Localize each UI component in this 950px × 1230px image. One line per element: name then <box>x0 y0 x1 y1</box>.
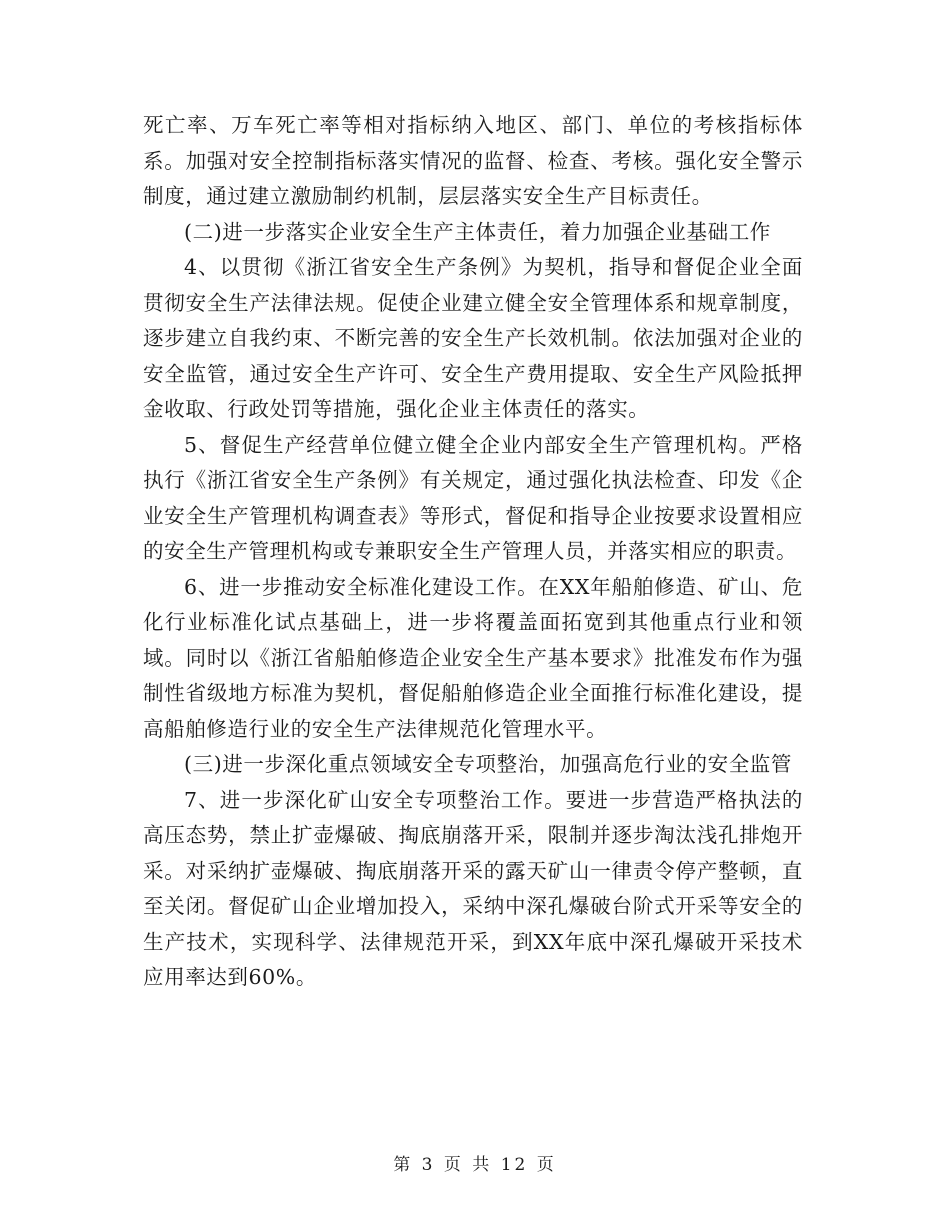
document-page <box>143 108 803 996</box>
page-number-footer: 第 3 页 共 12 页 <box>393 1155 557 1175</box>
section-heading-2: (二)进一步落实企业安全生产主体责任，着力加强企业基础工作 <box>184 219 771 244</box>
paragraph-item-4: 4、以贯彻《浙江省安全生产条例》为契机，指导和督促企业全面贯彻安全生产法律法规。促使企业建立健全安全管理体系和规章制度，逐步建立自我约束、不断完善的安全生产长效机制。依法加强对企业的安全监管，通过安全生产许可、安全生产费用提取、安全生产风险抵押金收取、行政处罚等措施，强化企业主体责任的落实。 <box>143 255 803 421</box>
paragraph-item-7: 7、进一步深化矿山安全专项整治工作。要进一步营造严格执法的高压态势，禁止扩壶爆破、掏底崩落开采，限制并逐步淘汰浅孔排炮开采。对采纳扩壶爆破、掏底崩落开采的露天矿山一律责令停产整顿，直至关闭。督促矿山企业增加投入，采纳中深孔爆破台阶式开采等安全的生产技术，实现科学、法律规范开采，到XX年底中深孔爆破开采技术应用率达到60%。 <box>143 787 803 989</box>
paragraph-continued: 死亡率、万车死亡率等相对指标纳入地区、部门、单位的考核指标体系。加强对安全控制指标落实情况的监督、检查、考核。强化安全警示制度，通过建立激励制约机制，层层落实安全生产目标责任。 <box>143 113 803 208</box>
section-heading-3: (三)进一步深化重点领域安全专项整治，加强高危行业的安全监管 <box>184 752 792 776</box>
paragraph-item-6: 6、进一步推动安全标准化建设工作。在XX年船舶修造、矿山、危化行业标准化试点基础上，进一步将覆盖面拓宽到其他重点行业和领域。同时以《浙江省船舶修造企业安全生产基本要求》批准发布作为强制性省级地方标准为契机，督促船舶修造企业全面推行标准化建设，提高船舶修造行业的安全生产法律规范化管理水平。 <box>143 574 803 741</box>
paragraph-item-5: 5、督促生产经营单位健立健全企业内部安全生产管理机构。严格执行《浙江省安全生产条例》有关规定，通过强化执法检查、印发《企业安全生产管理机构调查表》等形式，督促和指导企业按要求设置相应的安全生产管理机构或专兼职安全生产管理人员，并落实相应的职责。 <box>143 432 803 563</box>
